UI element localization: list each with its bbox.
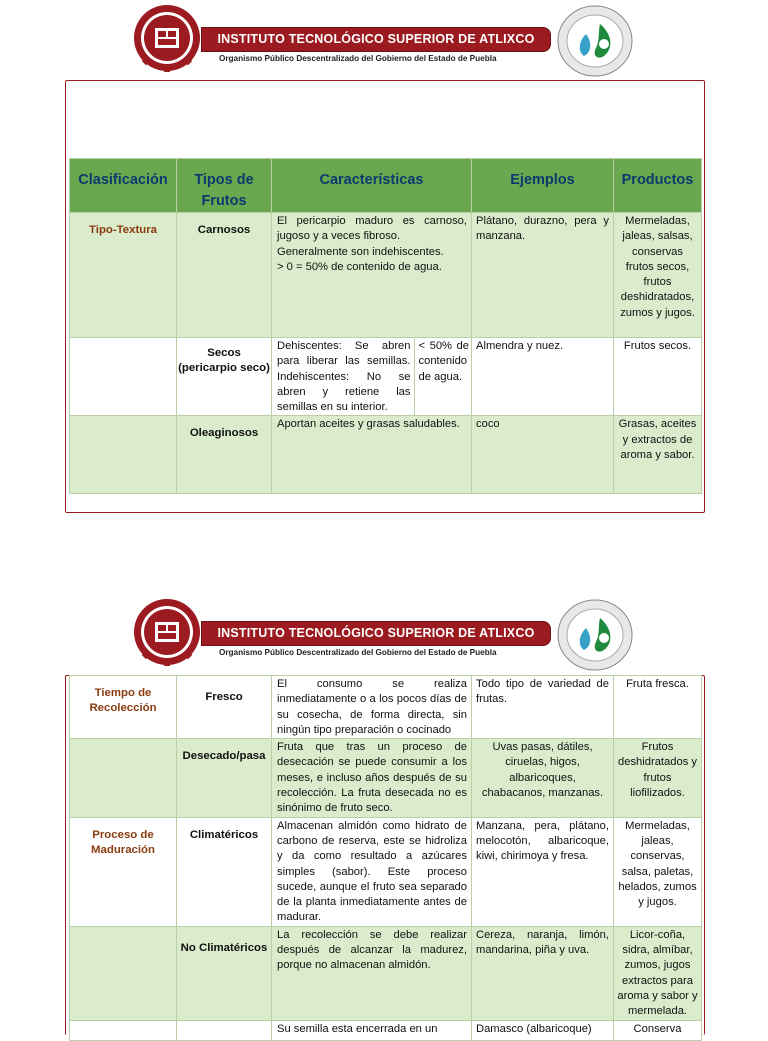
fruit-type-cell: Fresco <box>177 676 272 739</box>
products-cell: Licor-coña, sidra, almíbar, zumos, jugos extractos para aroma y sabor y mermelada. <box>614 926 702 1020</box>
examples-cell: coco <box>472 416 614 494</box>
examples-cell: Almendra y nuez. <box>472 338 614 416</box>
examples-cell: Todo tipo de variedad de frutas. <box>472 676 614 739</box>
characteristics-subtable <box>277 339 469 415</box>
examples-cell: Damasco (albaricoque) <box>472 1020 614 1040</box>
fruit-classification-table-continued <box>69 675 702 1041</box>
products-cell: Frutos secos. <box>614 338 702 416</box>
characteristics-cell <box>272 338 472 416</box>
fruit-type-cell: Carnosos <box>177 213 272 338</box>
classification-cell <box>70 416 177 494</box>
characteristics-line: Generalmente son indehiscentes. <box>277 245 444 258</box>
products-cell: Frutos deshidratados y frutos liofilizados. <box>614 739 702 817</box>
fruit-type-cell: Climatéricos <box>177 817 272 926</box>
institute-seal-icon <box>133 598 201 666</box>
characteristics-line: > 0 = 50% de contenido de agua. <box>277 260 442 273</box>
characteristics-line: El pericarpio maduro es carnoso, jugoso y a veces fibroso. <box>277 215 467 243</box>
classification-cell: Tiempo de Recolección <box>70 676 177 739</box>
institution-subtitle: Organismo Público Descentralizado del Gobierno del Estado de Puebla <box>219 54 497 63</box>
table-row <box>70 676 702 739</box>
institute-seal-icon <box>133 4 201 72</box>
column-header-ejemplos: Ejemplos <box>472 159 614 213</box>
examples-cell: Manzana, pera, plátano, melocotón, albaricoque, kiwi, chirimoya y fresa. <box>472 817 614 926</box>
table-row <box>70 416 702 494</box>
examples-cell: Uvas pasas, dátiles, ciruelas, higos, albaricoques, chabacanos, manzanas. <box>472 739 614 817</box>
bioquimica-seal-icon <box>556 4 634 78</box>
products-cell: Grasas, aceites y extractos de aroma y sabor. <box>614 416 702 494</box>
fruit-type-cell: Desecado/pasa <box>177 739 272 817</box>
fruit-type-cell: Secos (pericarpio seco) <box>177 338 272 416</box>
products-cell: Conserva <box>614 1020 702 1040</box>
table-row <box>70 338 702 416</box>
column-header-tipos: Tipos de Frutos <box>177 159 272 213</box>
fruit-type-cell <box>177 1020 272 1040</box>
table-header-row <box>70 159 702 213</box>
bioquimica-seal-icon <box>556 598 634 672</box>
column-header-caracteristicas: Características <box>272 159 472 213</box>
institution-title-banner: INSTITUTO TECNOLÓGICO SUPERIOR DE ATLIXCO <box>201 621 551 646</box>
table-row <box>70 213 702 338</box>
characteristics-cell: Almacenan almidón como hidrato de carbono de reserva, este se hidroliza y da como resultado a azúcares simples (sabor). Este proceso sucede, aunque el fruto sea separado de la planta inmediatamente antes de madurar. <box>272 817 472 926</box>
classification-cell: Proceso de Maduración <box>70 817 177 926</box>
characteristics-cell: Aportan aceites y grasas saludables. <box>272 416 472 494</box>
characteristics-cell: La recolección se debe realizar después de alcanzar la madurez, porque no almacenan almidón. <box>272 926 472 1020</box>
classification-cell <box>70 739 177 817</box>
water-content-text: < 50% de contenido de agua. <box>418 340 469 383</box>
classification-cell: Tipo-Textura <box>70 213 177 338</box>
examples-cell: Cereza, naranja, limón, mandarina, piña y uva. <box>472 926 614 1020</box>
characteristics-cell: El consumo se realiza inmediatamente o a los pocos días de su cosecha, de forma directa, sin ningún tipo preparación o cocinado <box>272 676 472 739</box>
characteristics-cell: Fruta que tras un proceso de desecación se puede consumir a los meses, e incluso años después de su recolección. La fruta desecada no es sinónimo de fruto seco. <box>272 739 472 817</box>
products-cell: Mermeladas, jaleas, salsas, conservas frutos secos, frutos deshidratados, zumos y jugos. <box>614 213 702 338</box>
table-row <box>70 926 702 1020</box>
products-cell: Fruta fresca. <box>614 676 702 739</box>
dehiscence-text: Dehiscentes: Se abren para liberar las semillas. Indehiscentes: No se abren y retiene las semillas en su interior. <box>277 339 414 415</box>
fruit-type-cell: Oleaginosos <box>177 416 272 494</box>
classification-cell <box>70 338 177 416</box>
fruit-type-cell: No Climatéricos <box>177 926 272 1020</box>
institution-header <box>0 0 768 80</box>
characteristics-cell: Su semilla esta encerrada en un <box>272 1020 472 1040</box>
products-cell: Mermeladas, jaleas, conservas, salsa, paletas, helados, zumos y jugos. <box>614 817 702 926</box>
column-header-clasificacion: Clasificación <box>70 159 177 213</box>
classification-cell <box>70 926 177 1020</box>
characteristics-cell <box>272 213 472 338</box>
classification-cell <box>70 1020 177 1040</box>
table-row <box>70 739 702 817</box>
examples-cell: Plátano, durazno, pera y manzana. <box>472 213 614 338</box>
institution-header <box>0 594 768 674</box>
fruit-classification-table <box>69 158 702 494</box>
table-row <box>70 817 702 926</box>
column-header-productos: Productos <box>614 159 702 213</box>
institution-subtitle: Organismo Público Descentralizado del Gobierno del Estado de Puebla <box>219 648 497 657</box>
table-row <box>70 1020 702 1040</box>
institution-title-banner: INSTITUTO TECNOLÓGICO SUPERIOR DE ATLIXCO <box>201 27 551 52</box>
